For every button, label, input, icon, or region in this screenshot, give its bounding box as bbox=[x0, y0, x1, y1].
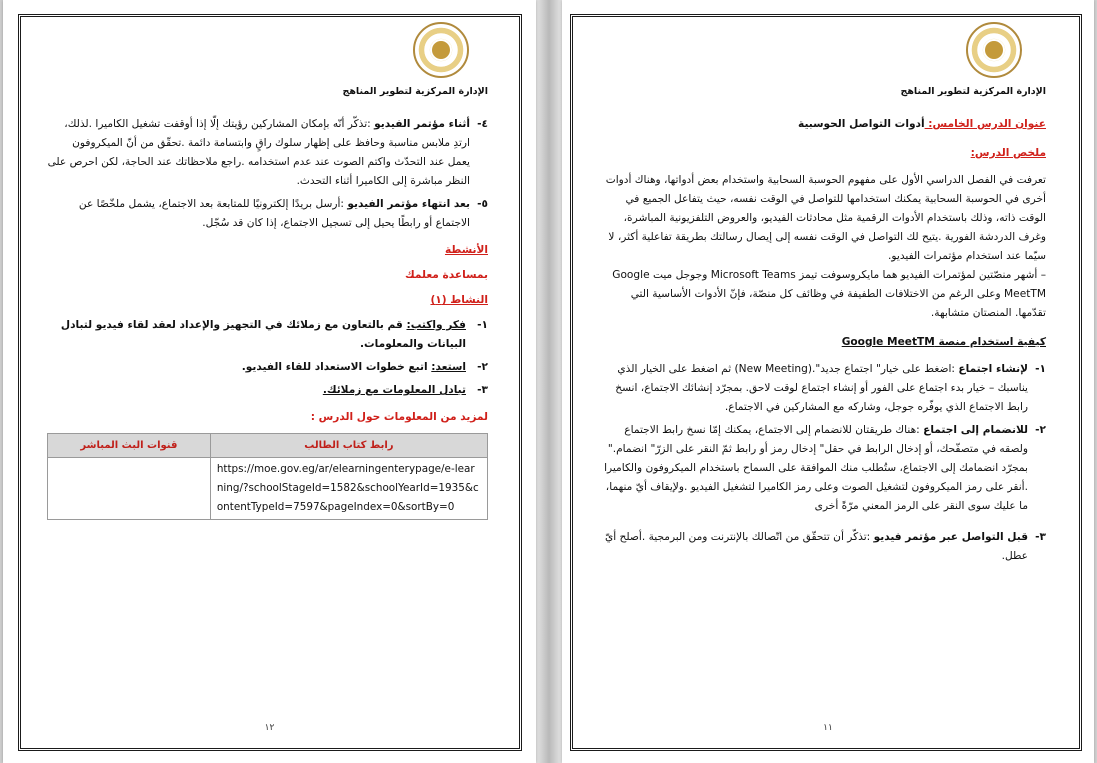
item-number: ٢- bbox=[477, 361, 488, 373]
list-item bbox=[604, 360, 1046, 417]
activities-heading: الأنشطة bbox=[444, 244, 488, 256]
col-student-book: رابط كتاب الطالب bbox=[210, 434, 487, 458]
item-number: ١- bbox=[477, 319, 488, 331]
list-item bbox=[47, 195, 488, 233]
summary-paragraph: – أشهر منصّتين لمؤتمرات الفيديو هما مايكروسوفت تيمز Microsoft Teams وجوجل ميت Google MeetTM وعلى الرغم من الاختلافات الطفيفة في وظائف كل منصّة، فإنّ الأدوات الأساسية التي تقدّمها. المنصتان متشابهة. bbox=[612, 269, 1046, 319]
lesson-title-label: عنوان الدرس الخامس: bbox=[924, 118, 1046, 130]
activity-step bbox=[47, 316, 488, 354]
ministry-seal-icon bbox=[966, 22, 1022, 78]
ministry-seal-icon bbox=[413, 22, 469, 78]
item-number: ٥- bbox=[477, 198, 488, 210]
col-live-channels: قنوات البث المباشر bbox=[48, 434, 211, 458]
table-row bbox=[48, 458, 488, 520]
item-number: ٤- bbox=[477, 118, 488, 130]
list-item bbox=[604, 528, 1046, 566]
item-text: :تذكّر أنّه بإمكان المشاركين رؤيتك إلّا إذا أوقفت تشغيل الكاميرا .لذلك، ارتدِ ملابس مناسبة وحافظ على إظهار سلوك راقٍ وابتسامة دائمة .تحقّق من أنّ الميكروفون يعمل عند التحدّث واكتم الصوت عند عدم استخدامه .راجع ملاحظاتك عند الحاجة، لكن احرص على النظر مباشرة إلى الكاميرا أثناء التحدث. bbox=[47, 118, 470, 187]
with-teacher-label: بمساعدة معلمك bbox=[405, 269, 488, 281]
item-label: قبل التواصل عبر مؤتمر فيديو bbox=[873, 531, 1028, 543]
activity-step bbox=[47, 381, 488, 400]
summary-heading: ملخص الدرس: bbox=[970, 147, 1046, 159]
item-label: أثناء مؤتمر الفيديو bbox=[374, 118, 470, 130]
links-table bbox=[47, 433, 488, 520]
list-item bbox=[604, 421, 1046, 516]
item-number: ٢- bbox=[1035, 424, 1046, 436]
activity-1-heading: النشاط (١) bbox=[430, 294, 488, 306]
left-page bbox=[3, 0, 536, 763]
page-number: ١٢ bbox=[264, 723, 275, 733]
item-text: :تذكّر أن تتحقّق من اتّصالك بالإنترنت ومن البرمجية .أصلح أيّ عطل. bbox=[604, 531, 1028, 562]
header-logo-block bbox=[604, 22, 1046, 78]
item-label: تبادل المعلومات مع زملائك. bbox=[322, 384, 466, 396]
item-label: بعد انتهاء مؤتمر الفيديو bbox=[347, 198, 470, 210]
item-label: استعد: bbox=[431, 361, 466, 373]
howto-heading: كيفية استخدام منصة Google MeetTM bbox=[841, 336, 1046, 348]
item-text: اتبع خطوات الاستعداد للقاء الفيديو. bbox=[241, 361, 432, 373]
lesson-title bbox=[604, 115, 1046, 134]
item-label: فكر واكتب: bbox=[406, 319, 466, 331]
item-label: للانضمام إلى اجتماع bbox=[923, 424, 1028, 436]
header-logo-block bbox=[47, 22, 488, 78]
org-name: الإدارة المركزية لتطوير المناهج bbox=[342, 86, 488, 97]
item-text: :أرسل بريدًا إلكترونيًا للمتابعة بعد الاجتماع، يشمل ملخّصًا عن الاجتماع أو رابطًا يحيل إلى تسجيل الاجتماع، إذا كان قد سُجّل. bbox=[78, 198, 470, 229]
item-number: ١- bbox=[1035, 363, 1046, 375]
right-page bbox=[562, 0, 1094, 763]
item-text: :هناك طريقتان للانضمام إلى الاجتماع، يمكنك إمّا نسخ رابط الاجتماع ولصقه في متصفّحك، أو إدخال الرابط في حقل" إدخال رمز أو رابط ثمّ النقر على الزرّ" انضمام." بمجرّد انضمامك إلى الاجتماع، ستُطلب منك الموافقة على السماح باستخدام الميكروفون والكاميرا .أنقر على رمز الميكروفون لتشغيل الصوت وعلى رمز الكاميرا لتشغيل الفيديو .ولإيقاف أيّ منهما، ما عليك سوى النقر على الرمز المعني مرّةً أخرى bbox=[604, 424, 1028, 512]
live-channels-cell bbox=[48, 458, 211, 520]
more-info-label: لمزيد من المعلومات حول الدرس : bbox=[310, 411, 488, 423]
activity-step bbox=[47, 358, 488, 377]
item-label: لإنشاء اجتماع bbox=[958, 363, 1028, 375]
right-page-content bbox=[604, 22, 1046, 570]
list-item bbox=[47, 115, 488, 191]
item-number: ٣- bbox=[477, 384, 488, 396]
org-name: الإدارة المركزية لتطوير المناهج bbox=[900, 86, 1046, 97]
book-gutter bbox=[536, 0, 562, 763]
item-text: قم بالتعاون مع زملائك في التجهيز والإعداد لعقد لقاء فيديو لتبادل البيانات والمعلومات. bbox=[60, 319, 466, 350]
left-page-content bbox=[47, 22, 488, 520]
student-book-link[interactable]: https://moe.gov.eg/ar/elearningenterypage/e-learning/?schoolStageId=1582&schoolYearId=1935&contentTypeId=7597&pageIndex=0&sortBy=0 bbox=[210, 458, 487, 520]
lesson-title-text: أدوات التواصل الحوسبية bbox=[798, 118, 925, 130]
page-number: ١١ bbox=[823, 723, 833, 733]
summary-paragraph: تعرفت في الفصل الدراسي الأول على مفهوم الحوسبة السحابية واستخدام بعض أدواتها، وهناك أدوات أخرى في الحوسبة السحابية يمكنك استخدامها للتواصل في الوقت نفسه، حيث يتفاعل الجميع في الوقت ذاته، وذلك باستخدام الأدوات الرقمية مثل محادثات الفيديو، والعروض التلفزيونية المباشرة، وغرف الدردشة الفورية .يتيح لك التواصل في الوقت نفسه إلى إيصال رسالتك بطريقة تفاعلية أكثر، لا سيّما عند استخدام مؤتمرات الفيديو. bbox=[605, 174, 1046, 262]
item-text: :اضغط على خيار" اجتماع جديد".(New Meeting) ثم اضغط على الخيار الذي يناسبك – خيار بدء اجتماع على الفور أو إنشاء اجتماع لوقت لاحق. بمجرّد إنشائك الاجتماع، انسخ رابط الاجتماع الذي يوفّره جوجل، وشاركه مع المشاركين في الاجتماع. bbox=[615, 363, 1028, 413]
item-number: ٣- bbox=[1035, 531, 1046, 543]
